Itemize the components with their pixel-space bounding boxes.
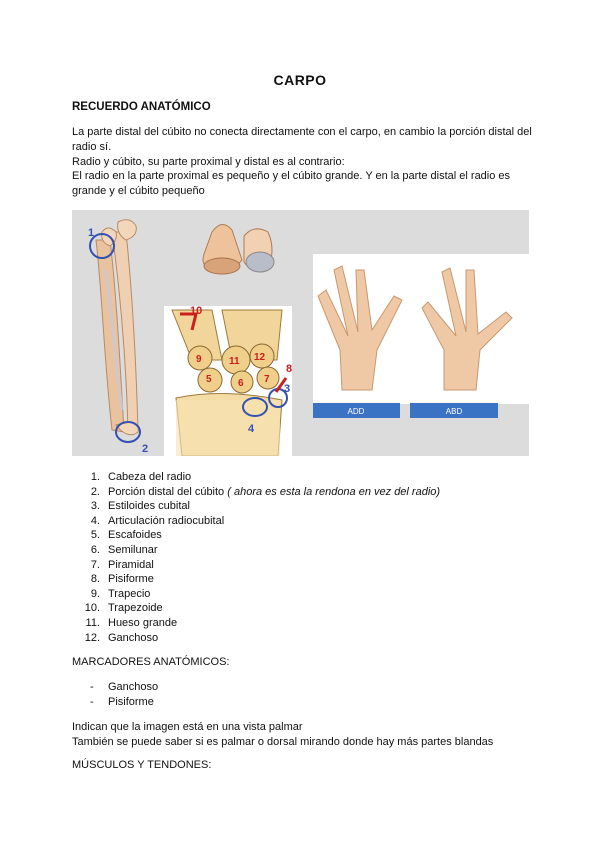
callout-7: 7 — [264, 374, 270, 385]
carpal-bones — [164, 306, 292, 456]
list-number: 11. — [85, 616, 100, 629]
list-text: Trapezoide — [108, 602, 163, 615]
list-item — [72, 558, 440, 573]
callout-10: 10 — [190, 305, 203, 317]
list-number: 12. — [84, 631, 100, 644]
list-number: 9. — [90, 587, 100, 600]
conclusion-line-2: También se puede saber si es palmar o dorsal mirando donde hay más partes blandas — [72, 736, 494, 748]
list-item — [72, 499, 440, 514]
callout-8: 8 — [286, 363, 293, 375]
list-text: Estiloides cubital — [108, 500, 190, 513]
paragraph-proximal-distal: El radio en la parte proximal es pequeño y el cúbito grande. Y en la parte distal el radio es grande y el cúbito pequeño — [72, 170, 511, 197]
list-note: ( ahora es esta la rendona en vez del radio) — [227, 485, 441, 498]
list-text: Hueso grande — [108, 616, 178, 629]
list-text: Ganchoso — [108, 631, 159, 644]
markers-list — [72, 680, 158, 709]
page-title: CARPO — [273, 72, 327, 88]
list-item — [72, 587, 440, 602]
hand-adduction — [313, 254, 413, 418]
list-text: Escafoides — [108, 529, 162, 542]
list-number: 1. — [90, 471, 100, 483]
callout-9: 9 — [196, 354, 202, 365]
list-number: 2. — [90, 485, 100, 498]
list-item — [72, 631, 440, 646]
hand-abduction — [410, 254, 529, 418]
list-text: Articulación radiocubital — [108, 514, 225, 527]
list-text: Cabeza del radio — [108, 471, 192, 483]
anatomy-figure — [72, 210, 529, 456]
list-text: Pisiforme — [108, 695, 154, 708]
list-text: Piramidal — [108, 558, 154, 571]
section-heading-markers: MARCADORES ANATÓMICOS: — [72, 656, 230, 668]
list-item — [72, 695, 158, 710]
callout-2: 2 — [142, 443, 149, 455]
callout-3: 3 — [284, 383, 291, 395]
list-number: 5. — [90, 529, 100, 542]
callout-12: 12 — [254, 352, 266, 363]
bones-list — [72, 470, 440, 645]
list-dash: - — [90, 681, 94, 693]
list-number: 8. — [90, 573, 100, 586]
list-text: Ganchoso — [108, 681, 159, 693]
list-item — [72, 680, 158, 695]
list-item — [72, 514, 440, 529]
paragraph-radius-ulna: Radio y cúbito, su parte proximal y distal es al contrario: — [72, 156, 345, 168]
list-dash: - — [90, 695, 94, 708]
list-item — [72, 470, 440, 485]
list-item — [72, 528, 440, 543]
callout-11: 11 — [229, 356, 240, 367]
section-heading-anatomy: RECUERDO ANATÓMICO — [72, 101, 211, 113]
list-text: Pisiforme — [108, 573, 154, 586]
callout-6: 6 — [238, 378, 244, 389]
list-number: 10. — [84, 602, 100, 615]
list-item — [72, 572, 440, 587]
list-text: Semilunar — [108, 543, 158, 556]
anatomy-illustration — [72, 210, 529, 456]
list-item — [72, 543, 440, 558]
add-label: ADD — [347, 407, 365, 416]
callout-4: 4 — [248, 423, 255, 435]
list-item — [72, 616, 440, 631]
list-item — [72, 601, 440, 616]
conclusion-line-1: Indican que la imagen está en una vista palmar — [72, 721, 303, 733]
list-text: Trapecio — [108, 587, 151, 600]
section-heading-muscles: MÚSCULOS Y TENDONES: — [72, 759, 212, 771]
callout-5: 5 — [206, 374, 212, 385]
list-number: 3. — [90, 500, 100, 513]
list-text: Porción distal del cúbito — [108, 485, 225, 498]
callout-1: 1 — [88, 227, 95, 239]
list-number: 4. — [90, 514, 100, 527]
proximal-bone-view — [203, 224, 274, 274]
abd-label: ABD — [445, 407, 463, 416]
list-number: 6. — [90, 543, 100, 556]
list-number: 7. — [90, 558, 100, 571]
list-item — [72, 485, 440, 500]
paragraph-distal-ulna: La parte distal del cúbito no conecta directamente con el carpo, en cambio la porción distal del radio sí. — [72, 126, 532, 153]
forearm-bones — [96, 220, 138, 435]
